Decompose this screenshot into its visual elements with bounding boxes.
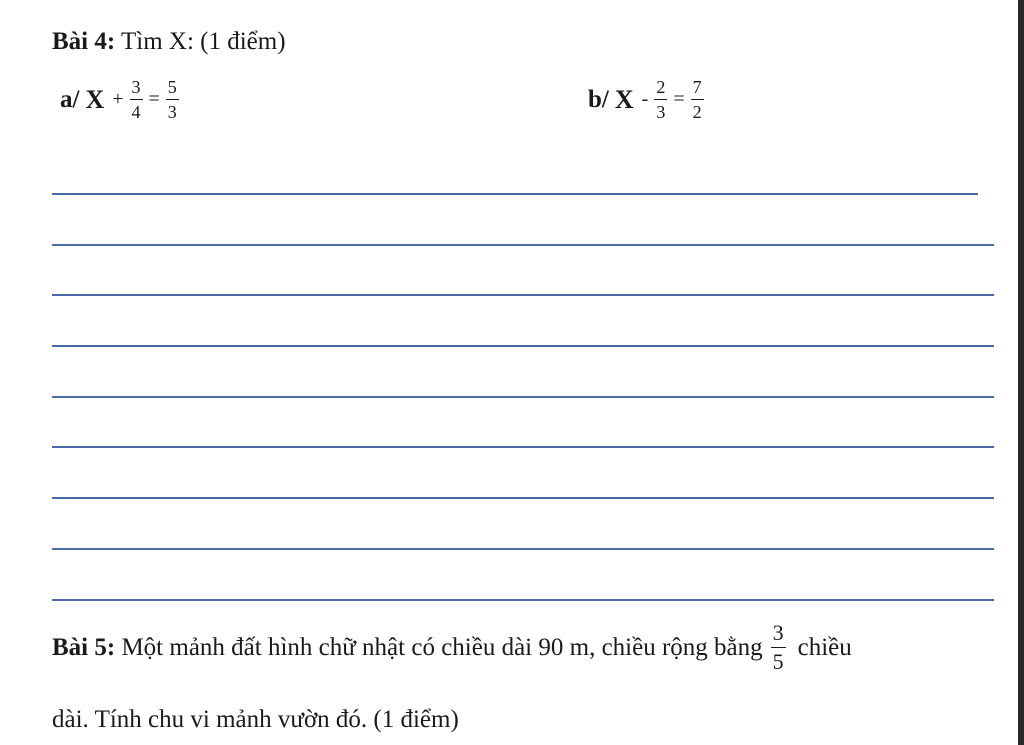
fraction-denominator: 4 xyxy=(130,99,143,121)
fraction-denominator: 3 xyxy=(166,99,179,121)
answer-line xyxy=(52,497,994,499)
exercise-5-line-2: dài. Tính chu vi mảnh vườn đó. (1 điểm) xyxy=(52,706,459,733)
fraction-numerator: 7 xyxy=(692,77,702,97)
equation-a-variable: X xyxy=(85,84,105,114)
fraction-denominator: 5 xyxy=(772,649,784,674)
fraction-numerator: 2 xyxy=(656,77,666,97)
equation-a-fraction-1 xyxy=(130,78,143,121)
fraction-numerator: 3 xyxy=(772,620,784,645)
equation-b xyxy=(588,78,706,121)
equation-a-equals: = xyxy=(148,88,160,110)
fraction-numerator: 5 xyxy=(167,77,177,97)
equation-b-fraction-2 xyxy=(691,78,704,121)
equation-a-fraction-2 xyxy=(166,78,179,121)
exercise-4-title xyxy=(52,28,286,56)
answer-line xyxy=(52,396,994,398)
fraction-denominator: 3 xyxy=(654,99,667,121)
answer-line xyxy=(52,548,994,550)
exercise-4-instruction: Tìm X: (1 điểm) xyxy=(115,28,286,55)
answer-line xyxy=(52,244,994,246)
equation-b-equals: = xyxy=(673,88,685,110)
equation-b-variable: X xyxy=(614,84,634,114)
answer-line xyxy=(52,599,994,601)
equation-b-minus: - xyxy=(641,88,649,110)
answer-line xyxy=(52,294,994,296)
answer-line xyxy=(52,345,994,347)
equation-a-plus: + xyxy=(112,88,124,110)
answer-line xyxy=(52,193,978,195)
exercise-5-fraction xyxy=(771,622,786,673)
exercise-4-label: Bài 4: xyxy=(52,28,116,55)
exercise-5-line-1 xyxy=(52,622,1002,673)
equation-a xyxy=(60,78,181,121)
page-edge xyxy=(1018,0,1024,745)
answer-line xyxy=(52,446,994,448)
exercise-5-text: Một mảnh đất hình chữ nhật có chiều dài 90 m, chiều rộng bằng xyxy=(115,633,763,661)
equation-a-label: a/ xyxy=(60,85,80,113)
equation-b-fraction-1 xyxy=(654,78,667,121)
exercise-5-label: Bài 5: xyxy=(52,633,116,661)
exercise-5-text-end: chiều xyxy=(797,633,852,661)
equation-b-label: b/ xyxy=(588,85,609,113)
fraction-numerator: 3 xyxy=(131,77,141,97)
fraction-denominator: 2 xyxy=(691,99,704,121)
